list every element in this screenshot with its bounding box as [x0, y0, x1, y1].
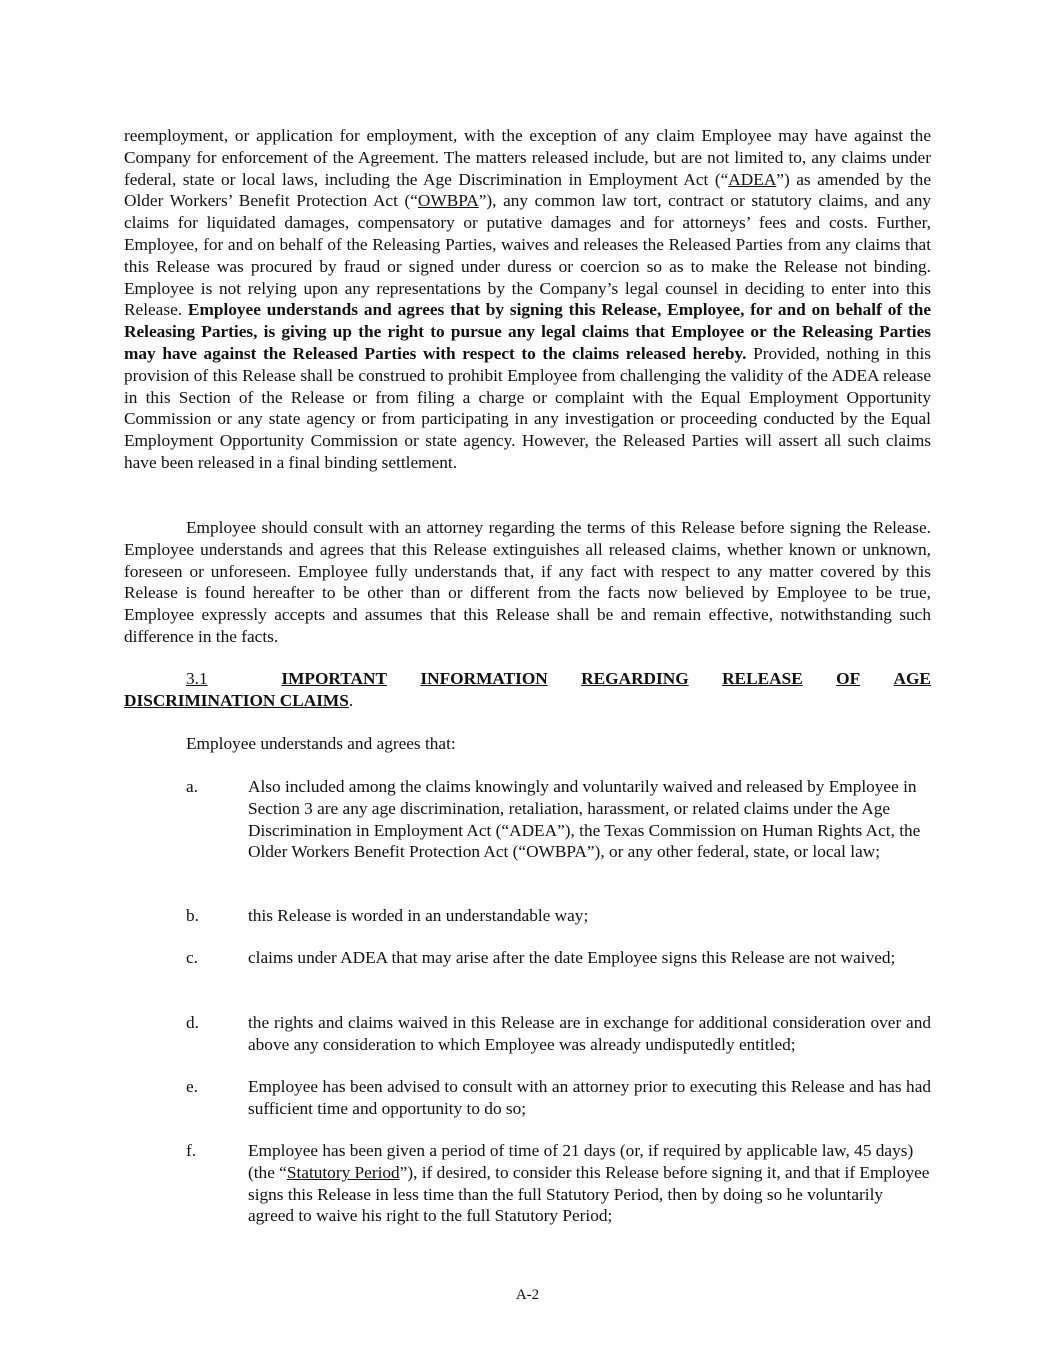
release-paragraph: reemployment, or application for employment, with the exception of any claim Employee may have against the Company for enforcement of the Agreement. The matters released include, but are not limited to, any claims under federal, state or local laws, including the Age Discrimination in Employment Act (“ADEA”) as amended by the Older Workers’ Benefit Protection Act (“OWBPA”), any common law tort, contract or statutory claims, and any claims for liquidated damages, compensatory or putative damages and for attorneys’ fees and costs. Further, Employee, for and on behalf of the Releasing Parties, waives and releases the Released Parties from any claims that this Release was procured by fraud or signed under duress or coercion so as to make the Release not binding. Employee is not relying upon any representations by the Company’s legal counsel in deciding to enter into this Release. Employee understands and agrees that by signing this Release, Employee, for and on behalf of the Releasing Parties, is giving up the right to pursue any legal claims that Employee or the Releasing Parties may have against the Released Parties with respect to the claims released hereby. Provided, nothing in this provision of this Release shall be construed to prohibit Employee from challenging the validity of the ADEA release in this Section of the Release or from filing a charge or complaint with the Equal Employment Opportunity Commission or any state agency or from participating in any investigation or proceeding conducted by the Equal Employment Opportunity Commission or state agency. However, the Released Parties will assert all such claims have been released in a final binding settlement. [124, 126, 931, 472]
list-letter: a. [186, 777, 198, 796]
list-text: the rights and claims waived in this Release are in exchange for additional consideration over and above any consideration to which Employee was already undisputedly entitled; [248, 1013, 931, 1054]
list-letter: b. [186, 906, 199, 925]
heading-word: INFORMATION [420, 669, 548, 688]
heading-word: IMPORTANT [281, 669, 388, 688]
statutory-period-defined-term: Statutory Period [286, 1162, 400, 1182]
heading-word: RELEASE [722, 669, 803, 688]
adea-defined-term: ADEA [728, 169, 777, 189]
page-number: A-2 [515, 1287, 540, 1303]
list-item [124, 1076, 931, 1120]
list-text: Also included among the claims knowingly and voluntarily waived and released by Employee in Section 3 are any age discrimination, retaliation, harassment, or related claims under the Age Discrimination in Employment Act (“ADEA”), the Texas Commission on Human Rights Act, the Older Workers Benefit Protection Act (“OWBPA”), or any other federal, state, or local law; [248, 777, 921, 862]
list-item [124, 1140, 931, 1227]
list-text: this Release is worded in an understandable way; [248, 906, 589, 925]
list-item [124, 776, 931, 863]
consult-attorney-paragraph: Employee should consult with an attorney regarding the terms of this Release before signing the Release. Employee understands and agrees that this Release extinguishes all released claims, whether known or unknown, foreseen or unforeseen. Employee fully understands that, if any fact with respect to any matter covered by this Release is found hereafter to be other than or different from the facts now believed by Employee to be true, Employee expressly accepts and assumes that this Release shall be and remain effective, notwithstanding such difference in the facts. [124, 518, 931, 646]
list-letter: e. [186, 1077, 198, 1096]
list-text: Employee has been given a period of time of 21 days (or, if required by applicable law, 45 days) (the “Statutory Period”), if desired, to consider this Release before signing it, and that if Employee signs this Release in less time than the full Statutory Period, then by doing so he voluntarily agreed to waive his right to the full Statutory Period; [248, 1141, 930, 1226]
list-text: Employee has been advised to consult with an attorney prior to executing this Release and has had sufficient time and opportunity to do so; [248, 1077, 931, 1118]
section-number: 3.1 [186, 669, 208, 688]
list-letter: c. [186, 948, 198, 967]
list-item [124, 905, 931, 927]
list-text: claims under ADEA that may arise after the date Employee signs this Release are not waived; [248, 948, 896, 967]
heading-word: AGE [893, 669, 931, 688]
bold-acknowledgement: Employee understands and agrees that by signing this Release, Employee, for and on behalf of the Releasing Parties, is giving up the right to pursue any legal claims that Employee or the Releasing Parties may have against the Released Parties with respect to the claims released hereby. [124, 300, 931, 363]
section-title-line2: DISCRIMINATION CLAIMS [124, 690, 349, 710]
list-letter: f. [186, 1141, 197, 1160]
list-item [124, 947, 931, 969]
owbpa-defined-term: OWBPA [417, 191, 479, 211]
intro-line: Employee understands and agrees that: [186, 734, 456, 753]
heading-word: OF [836, 669, 861, 688]
list-letter: d. [186, 1013, 199, 1032]
heading-word: REGARDING [581, 669, 689, 688]
section-heading: 3.1 IMPORTANT INFORMATION REGARDING RELEASE OF AGE DISCRIMINATION CLAIMS. [124, 669, 931, 710]
list-item [124, 1012, 931, 1056]
